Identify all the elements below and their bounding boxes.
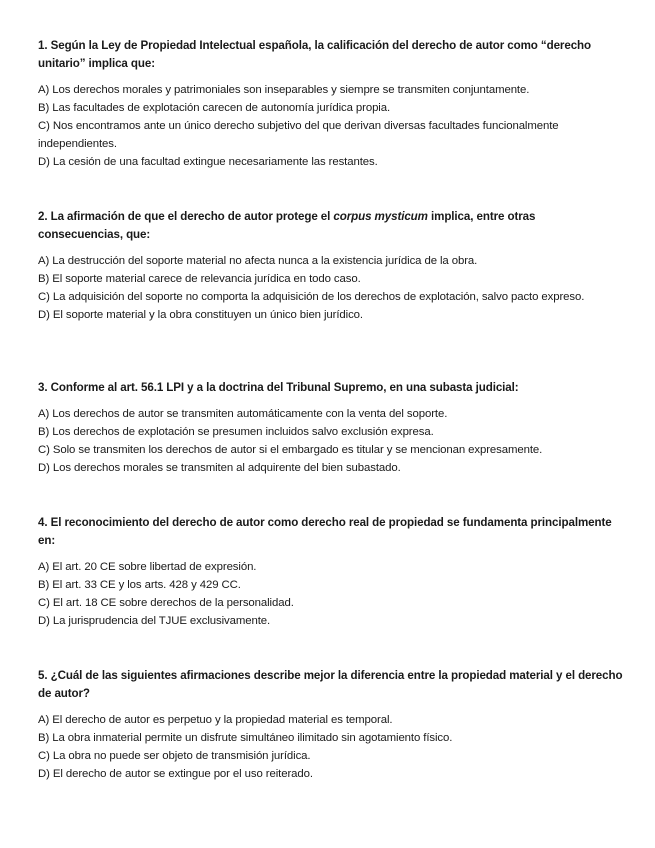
question-title: 4. El reconocimiento del derecho de autor como derecho real de propiedad se fundamenta principalmente en: — [38, 516, 612, 547]
option-a: A) Los derechos de autor se transmiten automáticamente con la venta del soporte. — [38, 408, 448, 420]
option-c: C) La adquisición del soporte no comporta la adquisición de los derechos de explotación, salvo pacto expreso. — [38, 291, 585, 303]
option-c: C) La obra no puede ser objeto de transmisión jurídica. — [38, 750, 311, 762]
option-b: B) El art. 33 CE y los arts. 428 y 429 CC. — [38, 579, 241, 591]
question-title: 5. ¿Cuál de las siguientes afirmaciones describe mejor la diferencia entre la propiedad material y el derecho de autor? — [38, 669, 623, 700]
question-title-emphasis: corpus mysticum — [333, 210, 428, 223]
option-a: A) El art. 20 CE sobre libertad de expresión. — [38, 561, 257, 573]
question-5 — [38, 667, 623, 783]
question-2 — [38, 208, 623, 324]
option-d: D) El derecho de autor se extingue por el uso reiterado. — [38, 768, 313, 780]
question-title-end: implica, entre otras consecuencias, que: — [38, 210, 536, 241]
option-c: C) El art. 18 CE sobre derechos de la personalidad. — [38, 597, 294, 609]
question-3 — [38, 379, 542, 477]
option-d: D) Los derechos morales se transmiten al adquirente del bien subastado. — [38, 462, 401, 474]
option-a: A) El derecho de autor es perpetuo y la propiedad material es temporal. — [38, 714, 393, 726]
option-d: D) La cesión de una facultad extingue necesariamente las restantes. — [38, 156, 378, 168]
question-1 — [38, 37, 623, 171]
option-d: D) El soporte material y la obra constituyen un único bien jurídico. — [38, 309, 363, 321]
question-title-start: 2. La afirmación de que el derecho de autor protege el — [38, 210, 334, 223]
question-4 — [38, 514, 623, 630]
option-d: D) La jurisprudencia del TJUE exclusivamente. — [38, 615, 271, 627]
option-b: B) El soporte material carece de relevancia jurídica en todo caso. — [38, 273, 361, 285]
question-title: 1. Según la Ley de Propiedad Intelectual española, la calificación del derecho de autor como “derecho unitario” implica que: — [38, 39, 592, 70]
option-a: A) La destrucción del soporte material no afecta nunca a la existencia jurídica de la obra. — [38, 255, 478, 267]
question-title — [38, 208, 623, 244]
option-c: C) Nos encontramos ante un único derecho subjetivo del que derivan diversas facultades funcionalmente independientes. — [38, 120, 559, 150]
option-b: B) La obra inmaterial permite un disfrute simultáneo ilimitado sin agotamiento físico. — [38, 732, 453, 744]
question-title: 3. Conforme al art. 56.1 LPI y a la doctrina del Tribunal Supremo, en una subasta judicial: — [38, 381, 519, 394]
option-b: B) Las facultades de explotación carecen de autonomía jurídica propia. — [38, 102, 391, 114]
option-c: C) Solo se transmiten los derechos de autor si el embargado es titular y se mencionan expresamente. — [38, 444, 543, 456]
option-b: B) Los derechos de explotación se presumen incluidos salvo exclusión expresa. — [38, 426, 434, 438]
option-a: A) Los derechos morales y patrimoniales son inseparables y siempre se transmiten conjuntamente. — [38, 84, 530, 96]
